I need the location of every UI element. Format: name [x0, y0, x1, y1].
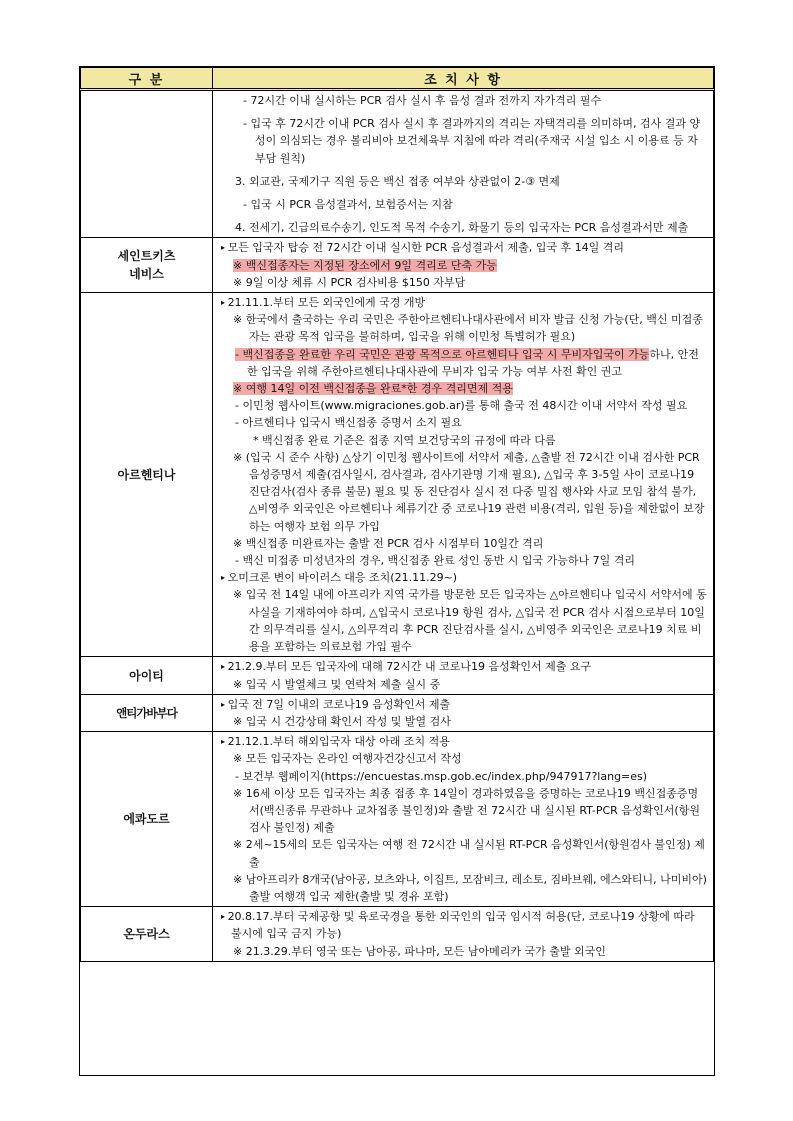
measure-text: ※ 입국 시 발열체크 및 연락처 제출 실시 중 — [233, 677, 441, 691]
measure-line — [221, 908, 707, 942]
table-row — [81, 90, 714, 238]
country-cell — [81, 90, 213, 238]
measure-line — [221, 257, 707, 274]
highlighted-text: - 백신접종을 완료한 우리 국민은 관광 목적으로 아르헨티나 입국 시 무비자입국이 가능 — [235, 347, 650, 361]
measures-cell — [213, 907, 714, 962]
measure-text: - 아르헨티나 입국시 백신접종 증명서 소지 필요 — [235, 416, 462, 430]
measure-text: ※ 16세 이상 모든 입국자는 최종 접종 후 14일이 경과하였음을 증명하는 코로나19 백신접종증명서(백신종류 무관하나 교차접종 불인정)와 출발 전 72시간 내 실시된 RT-PCR 음성확인서(항원검사 불인정) 제출 — [233, 786, 700, 835]
measure-line — [221, 239, 707, 256]
measures-table — [79, 66, 715, 1076]
measure-line — [221, 196, 707, 213]
measure-line — [221, 346, 707, 380]
measure-line — [221, 713, 707, 730]
measure-line — [221, 380, 707, 397]
measure-line — [221, 219, 707, 236]
bullet-triangle-icon: ▸ — [221, 573, 228, 583]
measure-text: 4. 전세기, 긴급의료수송기, 인도적 목적 수송기, 화물기 등의 입국자는 PCR 음성결과서만 제출 — [235, 221, 689, 235]
bullet-triangle-icon: ▸ — [221, 243, 228, 253]
measure-line — [221, 696, 707, 713]
measures-cell — [213, 732, 714, 907]
measure-line — [221, 569, 707, 586]
table-row — [81, 694, 714, 731]
highlighted-text: ※ 여행 14일 이전 백신접종을 완료*한 경우 격리면제 적용 — [233, 382, 513, 396]
bullet-triangle-icon: ▸ — [221, 912, 228, 922]
measure-line — [221, 274, 707, 291]
measure-text: 오미크론 변이 바이러스 대응 조치(21.11.29~) — [227, 571, 458, 585]
measure-line — [221, 535, 707, 552]
measure-line — [221, 658, 707, 675]
country-cell: 온두라스 — [81, 907, 213, 962]
measure-text: 21.2.9.부터 모든 입국자에 대해 72시간 내 코로나19 음성확인서 제출 요구 — [227, 660, 592, 674]
measure-line — [221, 173, 707, 190]
measure-text: 21.11.1.부터 모든 외국인에게 국경 개방 — [227, 296, 426, 310]
measures-grid — [80, 67, 714, 962]
country-cell: 에콰도르 — [81, 732, 213, 907]
measure-text: 입국 전 7일 이내의 코로나19 음성확인서 제출 — [227, 697, 451, 711]
measures-cell — [213, 238, 714, 293]
measure-line — [221, 115, 707, 167]
measure-line — [221, 414, 707, 431]
measure-line — [221, 92, 707, 109]
measures-cell — [213, 657, 714, 694]
measure-text: ※ 9일 이상 체류 시 PCR 검사비용 $150 자부담 — [233, 275, 466, 289]
header-measures: 조 치 사 항 — [213, 68, 714, 90]
measure-text: ※ 남아프리카 8개국(남아공, 보츠와나, 이집트, 모잠비크, 레소토, 짐바브웨, 에스와티니, 나미비아) 출발 여행객 입국 제한(출발 및 경유 포함) — [233, 872, 707, 903]
measure-text: 20.8.17.부터 국제공항 및 육로국경을 통한 외국인의 입국 임시적 허용(단, 코로나19 상황에 따라 불시에 입국 금지 가능) — [227, 910, 695, 941]
measures-cell — [213, 90, 714, 238]
measure-text: - 72시간 이내 실시하는 PCR 검사 실시 후 음성 결과 전까지 자가격리 필수 — [243, 94, 602, 107]
header-category: 구 분 — [81, 68, 213, 90]
bullet-triangle-icon: ▸ — [221, 699, 228, 709]
table-row — [81, 907, 714, 962]
measures-cell — [213, 694, 714, 731]
table-header-row — [81, 68, 714, 90]
measure-text: * 백신접종 완료 기준은 접종 지역 보건당국의 규정에 따라 다름 — [253, 433, 556, 447]
measure-line — [221, 294, 707, 311]
country-cell: 앤티가바부다 — [81, 694, 213, 731]
table-row — [81, 657, 714, 694]
measure-text: - 백신 미접종 미성년자의 경우, 백신접종 완료 성인 동반 시 입국 가능하나 7일 격리 — [235, 554, 635, 568]
measure-text: - 보건부 웹페이지(https://encuestas.msp.gob.ec/index.php/947917?lang=es) — [235, 769, 648, 783]
measure-line — [221, 676, 707, 693]
table-row — [81, 238, 714, 293]
measure-text: ※ 한국에서 출국하는 우리 국민은 주한아르헨티나대사관에서 비자 발급 신청 가능(단, 백신 미접종자는 관광 목적 입국을 불허하며, 입국을 위해 이민청 특별허가 필요) — [233, 313, 703, 344]
bullet-triangle-icon: ▸ — [221, 662, 228, 672]
measure-line — [221, 311, 707, 345]
measures-cell — [213, 293, 714, 657]
bullet-triangle-icon: ▸ — [221, 298, 228, 308]
measure-line — [221, 871, 707, 905]
measure-text: - 입국 시 PCR 음성결과서, 보험증서는 지참 — [243, 198, 453, 212]
measure-line — [221, 449, 707, 535]
measure-text: ※ 21.3.29.부터 영국 또는 남아공, 파나마, 모든 남아메리카 국가 출발 외국인 — [233, 944, 606, 958]
measure-text: - 이민청 웹사이트(www.migraciones.gob.ar)를 통해 출국 전 48시간 이내 서약서 작성 필요 — [235, 399, 688, 413]
measure-text: 21.12.1.부터 해외입국자 대상 아래 조치 적용 — [227, 735, 450, 749]
table-body — [81, 90, 714, 962]
country-cell: 아이티 — [81, 657, 213, 694]
measure-line — [221, 836, 707, 870]
table-row — [81, 732, 714, 907]
measure-text: 하나, 안전한 입국을 위해 주한아르헨티나대사관에 무비자 입국 가능 여부 사전 확인 권고 — [247, 347, 699, 378]
measure-text: ※ 입국 전 14일 내에 아프리카 지역 국가를 방문한 모든 입국자는 △아르헨티나 입국시 서약서에 동 사실을 기재하여야 하며, △입국시 코로나19 항원 검사, △입국 전 PCR 검사 시점으로부터 10일간 의무격리를 실시, △의무격리 후 PCR 진단검사를 실시, △비영주 외국인은 코로나19 치료 비용을 포함하는 의료보험 가입 필수 — [233, 588, 707, 654]
measure-line — [221, 552, 707, 569]
measure-text: 모든 입국자 탑승 전 72시간 이내 실시한 PCR 음성결과서 제출, 입국 후 14일 격리 — [227, 241, 624, 255]
bullet-triangle-icon: ▸ — [221, 737, 228, 747]
measure-line — [221, 733, 707, 750]
measure-line — [221, 943, 707, 960]
measure-line — [221, 768, 707, 785]
measure-text: ※ (입국 시 준수 사항) △상기 이민청 웹사이트에 서약서 제출, △출발 전 72시간 이내 검사한 PCR 음성증명서 제출(검사일시, 검사결과, 검사기관명 기재 필요), △입국 후 3-5일 사이 코로나19 진단검사(검사 종류 불문) 필요 및 동 진단검사 실시 전 다중 밀집 행사와 사교 모임 참석 불가, △비영주 외국인은 아르헨티나 체류기간 중 코로나19 관련 비용(격리, 입원 등)을 제한없이 보장하는 여행자 보험 의무 가입 — [233, 450, 705, 533]
measure-line — [221, 750, 707, 767]
table-row — [81, 293, 714, 657]
highlighted-text: ※ 백신접종자는 지정된 장소에서 9일 격리로 단축 가능 — [233, 258, 497, 272]
measure-text: ※ 모든 입국자는 온라인 여행자건강신고서 작성 — [233, 752, 462, 766]
measure-text: ※ 입국 시 건강상태 확인서 작성 및 발열 검사 — [233, 714, 451, 728]
country-cell: 아르헨티나 — [81, 293, 213, 657]
measure-line — [221, 586, 707, 655]
measure-text: ※ 2세~15세의 모든 입국자는 여행 전 72시간 내 실시된 RT-PCR 음성확인서(항원검사 불인정) 제출 — [233, 838, 705, 869]
measure-text: 3. 외교관, 국제기구 직원 등은 백신 접종 여부와 상관없이 2-③ 면제 — [235, 174, 560, 188]
measure-text: ※ 백신접종 미완료자는 출발 전 PCR 검사 시점부터 10일간 격리 — [233, 536, 544, 550]
country-cell: 세인트키츠 네비스 — [81, 238, 213, 293]
measure-text: - 입국 후 72시간 이내 PCR 검사 실시 후 결과까지의 격리는 자택격리를 의미하며, 검사 결과 양성이 의심되는 경우 볼리비아 보건체육부 지침에 따라 격리(주재국 시설 입소 시 이용료 등 자부담 원칙) — [243, 117, 701, 165]
measure-line — [221, 432, 707, 449]
measure-line — [221, 397, 707, 414]
measure-line — [221, 785, 707, 837]
